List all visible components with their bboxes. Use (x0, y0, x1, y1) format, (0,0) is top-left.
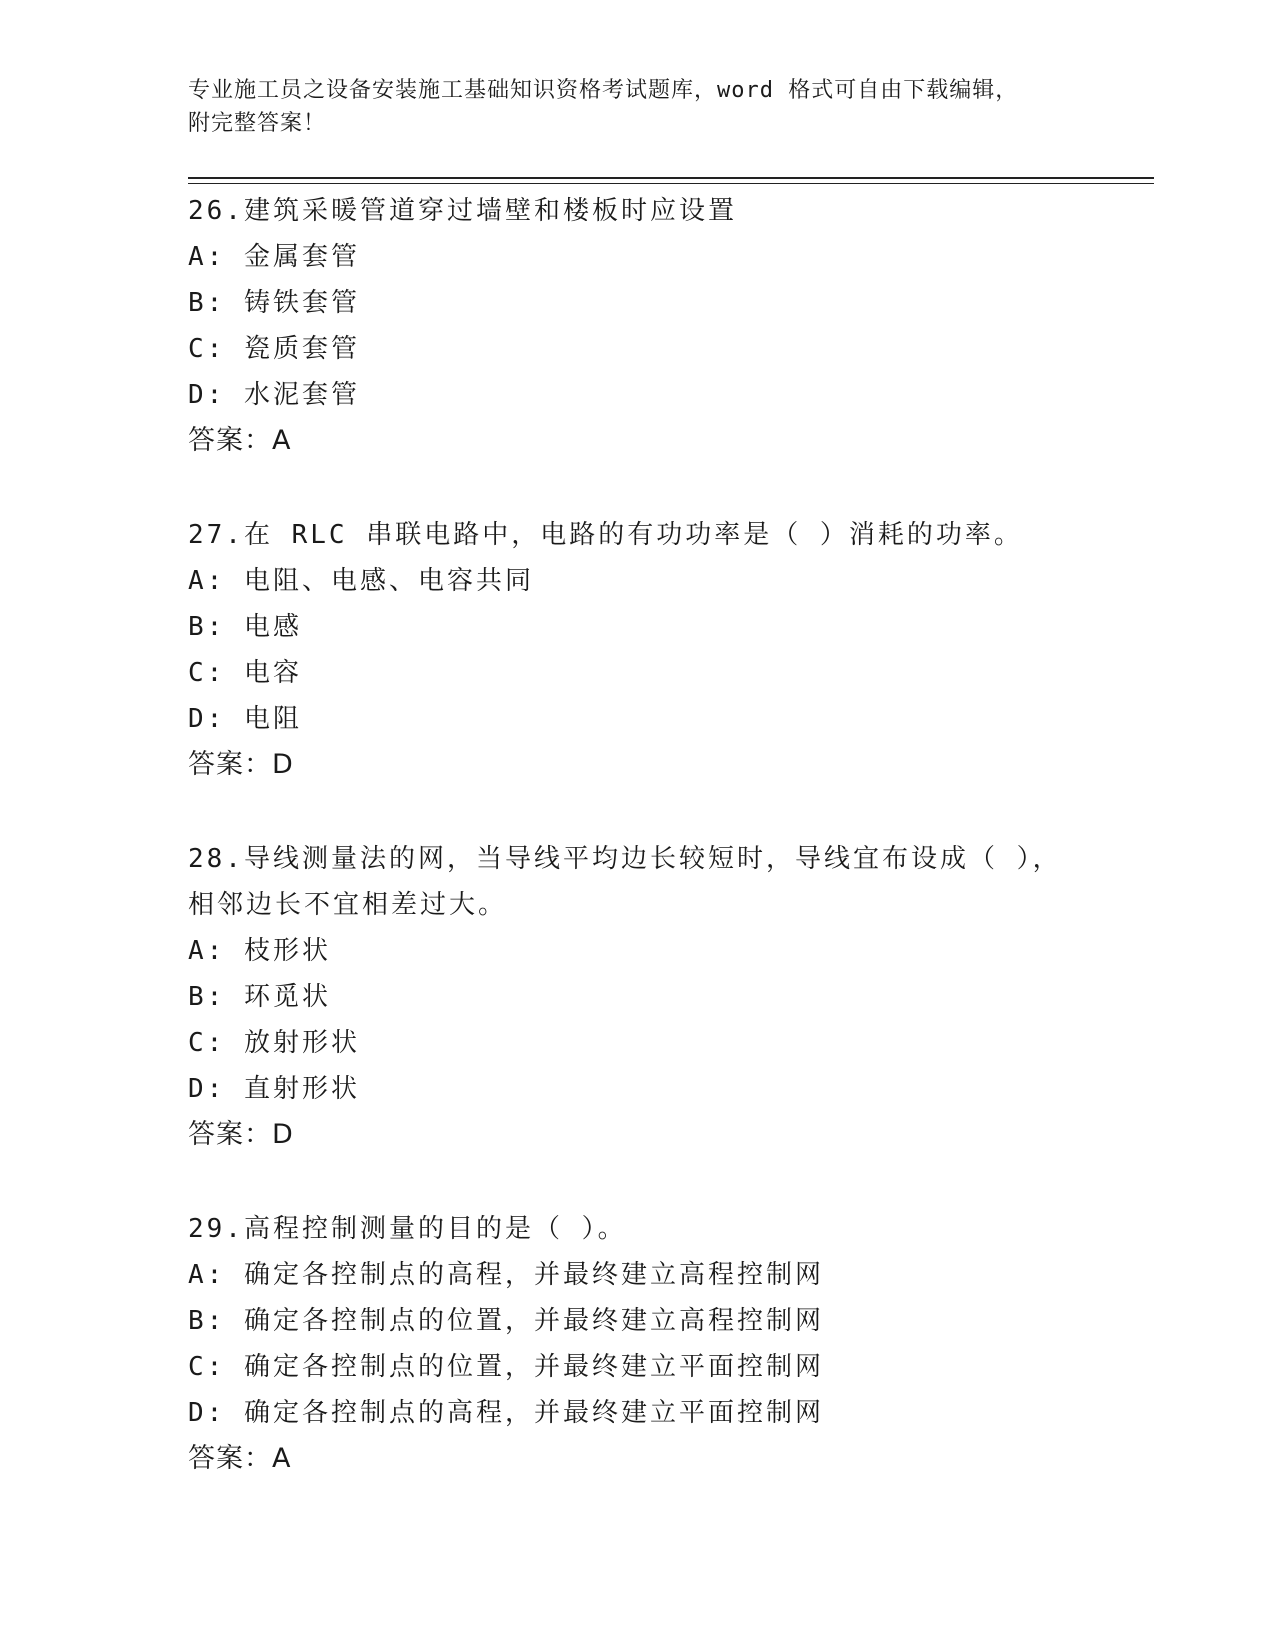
option-b: B: 确定各控制点的位置，并最终建立高程控制网 (188, 1306, 824, 1336)
question-stem-continued: 相邻边长不宜相差过大。 (188, 890, 508, 920)
option-b: B: 铸铁套管 (188, 288, 360, 318)
option-c: C: 瓷质套管 (188, 334, 360, 364)
question-26 (188, 188, 1154, 464)
option-a: A: 金属套管 (188, 242, 360, 272)
question-stem: 27.在 RLC 串联电路中，电路的有功功率是（ ）消耗的功率。 (188, 520, 1023, 550)
header-line-1: 专业施工员之设备安装施工基础知识资格考试题库，word 格式可自由下载编辑， (188, 78, 1019, 103)
option-b: B: 电感 (188, 612, 302, 642)
answer: 答案：D (188, 1119, 294, 1150)
option-d: D: 直射形状 (188, 1074, 360, 1104)
option-b: B: 环觅状 (188, 982, 331, 1012)
question-29 (188, 1206, 1154, 1482)
header-divider-thin (188, 183, 1154, 184)
option-d: D: 水泥套管 (188, 380, 360, 410)
option-a: A: 电阻、电感、电容共同 (188, 566, 534, 596)
option-d: D: 电阻 (188, 704, 302, 734)
answer: 答案：A (188, 1443, 292, 1474)
answer: 答案：D (188, 749, 294, 780)
document-header (188, 74, 1088, 140)
question-stem: 29.高程控制测量的目的是（ ）。 (188, 1214, 627, 1244)
question-stem: 28.导线测量法的网，当导线平均边长较短时，导线宜布设成（ ）， (188, 844, 1062, 874)
option-d: D: 确定各控制点的高程，并最终建立平面控制网 (188, 1398, 824, 1428)
question-list (188, 188, 1154, 1530)
option-a: A: 确定各控制点的高程，并最终建立高程控制网 (188, 1260, 824, 1290)
header-line-2: 附完整答案！ (188, 111, 327, 136)
question-27 (188, 512, 1154, 788)
option-c: C: 放射形状 (188, 1028, 360, 1058)
option-a: A: 枝形状 (188, 936, 331, 966)
question-stem: 26.建筑采暖管道穿过墙壁和楼板时应设置 (188, 196, 737, 226)
question-28 (188, 836, 1154, 1158)
option-c: C: 电容 (188, 658, 302, 688)
answer: 答案：A (188, 425, 292, 456)
option-c: C: 确定各控制点的位置，并最终建立平面控制网 (188, 1352, 824, 1382)
header-divider-thick (188, 177, 1154, 179)
